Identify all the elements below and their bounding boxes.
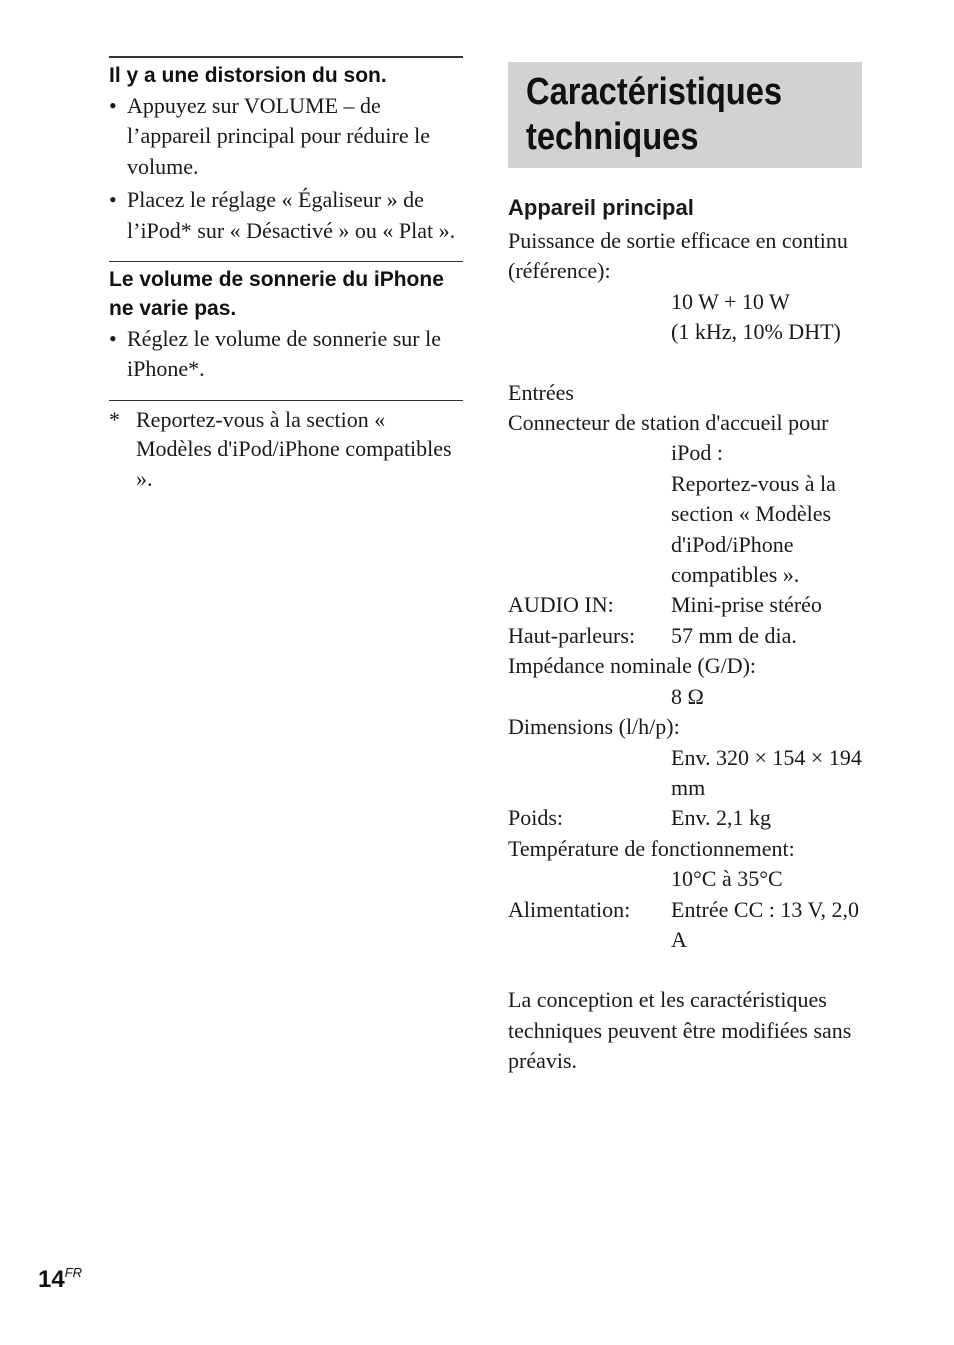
spec-label: Connecteur de station d'accueil pour	[508, 410, 829, 436]
footnote-text: Reportez-vous à la section « Modèles d'iPod/iPhone compatibles ».	[136, 406, 452, 491]
spec-row	[508, 895, 862, 956]
spec-label: Température de fonctionnement:	[508, 835, 795, 861]
section-rule	[109, 56, 463, 58]
spec-label: Puissance de sortie efficace en continu	[508, 228, 848, 253]
spec-label: Dimensions (l/h/p):	[508, 714, 680, 740]
page-number	[38, 1265, 82, 1294]
spec-value: Mini-prise stéréo	[671, 592, 822, 618]
spec-value: iPod :	[671, 440, 723, 466]
spec-value: Env. 2,1 kg	[671, 805, 772, 831]
language-code: FR	[64, 1265, 83, 1280]
title-box	[508, 62, 862, 168]
ringer-heading: Le volume de sonnerie du iPhone ne varie pas.	[109, 268, 444, 321]
spec-value: 10°C à 35°C	[671, 866, 783, 892]
spec-value: 10 W + 10 W	[671, 288, 790, 314]
distortion-heading: Il y a une distorsion du son.	[109, 64, 387, 87]
spec-label: Alimentation:	[508, 896, 631, 922]
spec-value: Env. 320 × 154 × 194 mm	[671, 744, 862, 800]
spec-value: 8 Ω	[671, 683, 704, 709]
spec-label: Poids:	[508, 805, 564, 831]
spec-value: Reportez-vous à la section « Modèles d'iPod/iPhone compatibles ».	[671, 470, 836, 588]
spec-row	[508, 590, 862, 620]
spec-list	[508, 226, 862, 1077]
spec-label: Entrées	[508, 379, 574, 405]
title-line: Caractéristiques	[526, 71, 783, 113]
page-number-value: 14	[38, 1266, 65, 1293]
footnote	[109, 405, 463, 494]
spec-value: 57 mm de dia.	[671, 622, 797, 648]
spec-row	[508, 803, 862, 833]
list-item: • Réglez le volume de sonnerie sur le iPhone*.	[109, 324, 463, 385]
ringer-list	[109, 324, 463, 385]
notice-text: La conception et les caractéristiques techniques peuvent être modifiées sans préavis.	[508, 987, 852, 1074]
list-item: • Placez le réglage « Égaliseur » de l’iPod* sur « Désactivé » ou « Plat ».	[109, 185, 463, 246]
distortion-section	[109, 61, 463, 261]
list-item: • Appuyez sur VOLUME – de l’appareil principal pour réduire le volume.	[109, 91, 463, 182]
spec-row	[508, 621, 862, 651]
ringer-section	[109, 265, 463, 400]
spec-label: Impédance nominale (G/D):	[508, 653, 757, 679]
page-title	[526, 70, 815, 160]
spec-label: (référence):	[508, 258, 611, 284]
distortion-list	[109, 91, 463, 246]
spec-value: (1 kHz, 10% DHT)	[671, 319, 841, 345]
section-rule	[109, 261, 463, 262]
spec-value: Entrée CC : 13 V, 2,0 A	[671, 896, 860, 952]
troubleshooting-column	[109, 56, 463, 493]
title-line: techniques	[526, 116, 699, 158]
specifications-column	[508, 62, 862, 1077]
spec-label: Haut-parleurs:	[508, 622, 636, 648]
footnote-mark: *	[109, 406, 120, 432]
section-rule	[109, 400, 463, 401]
section-title: Appareil principal	[508, 195, 694, 220]
spec-label: AUDIO IN:	[508, 592, 614, 618]
